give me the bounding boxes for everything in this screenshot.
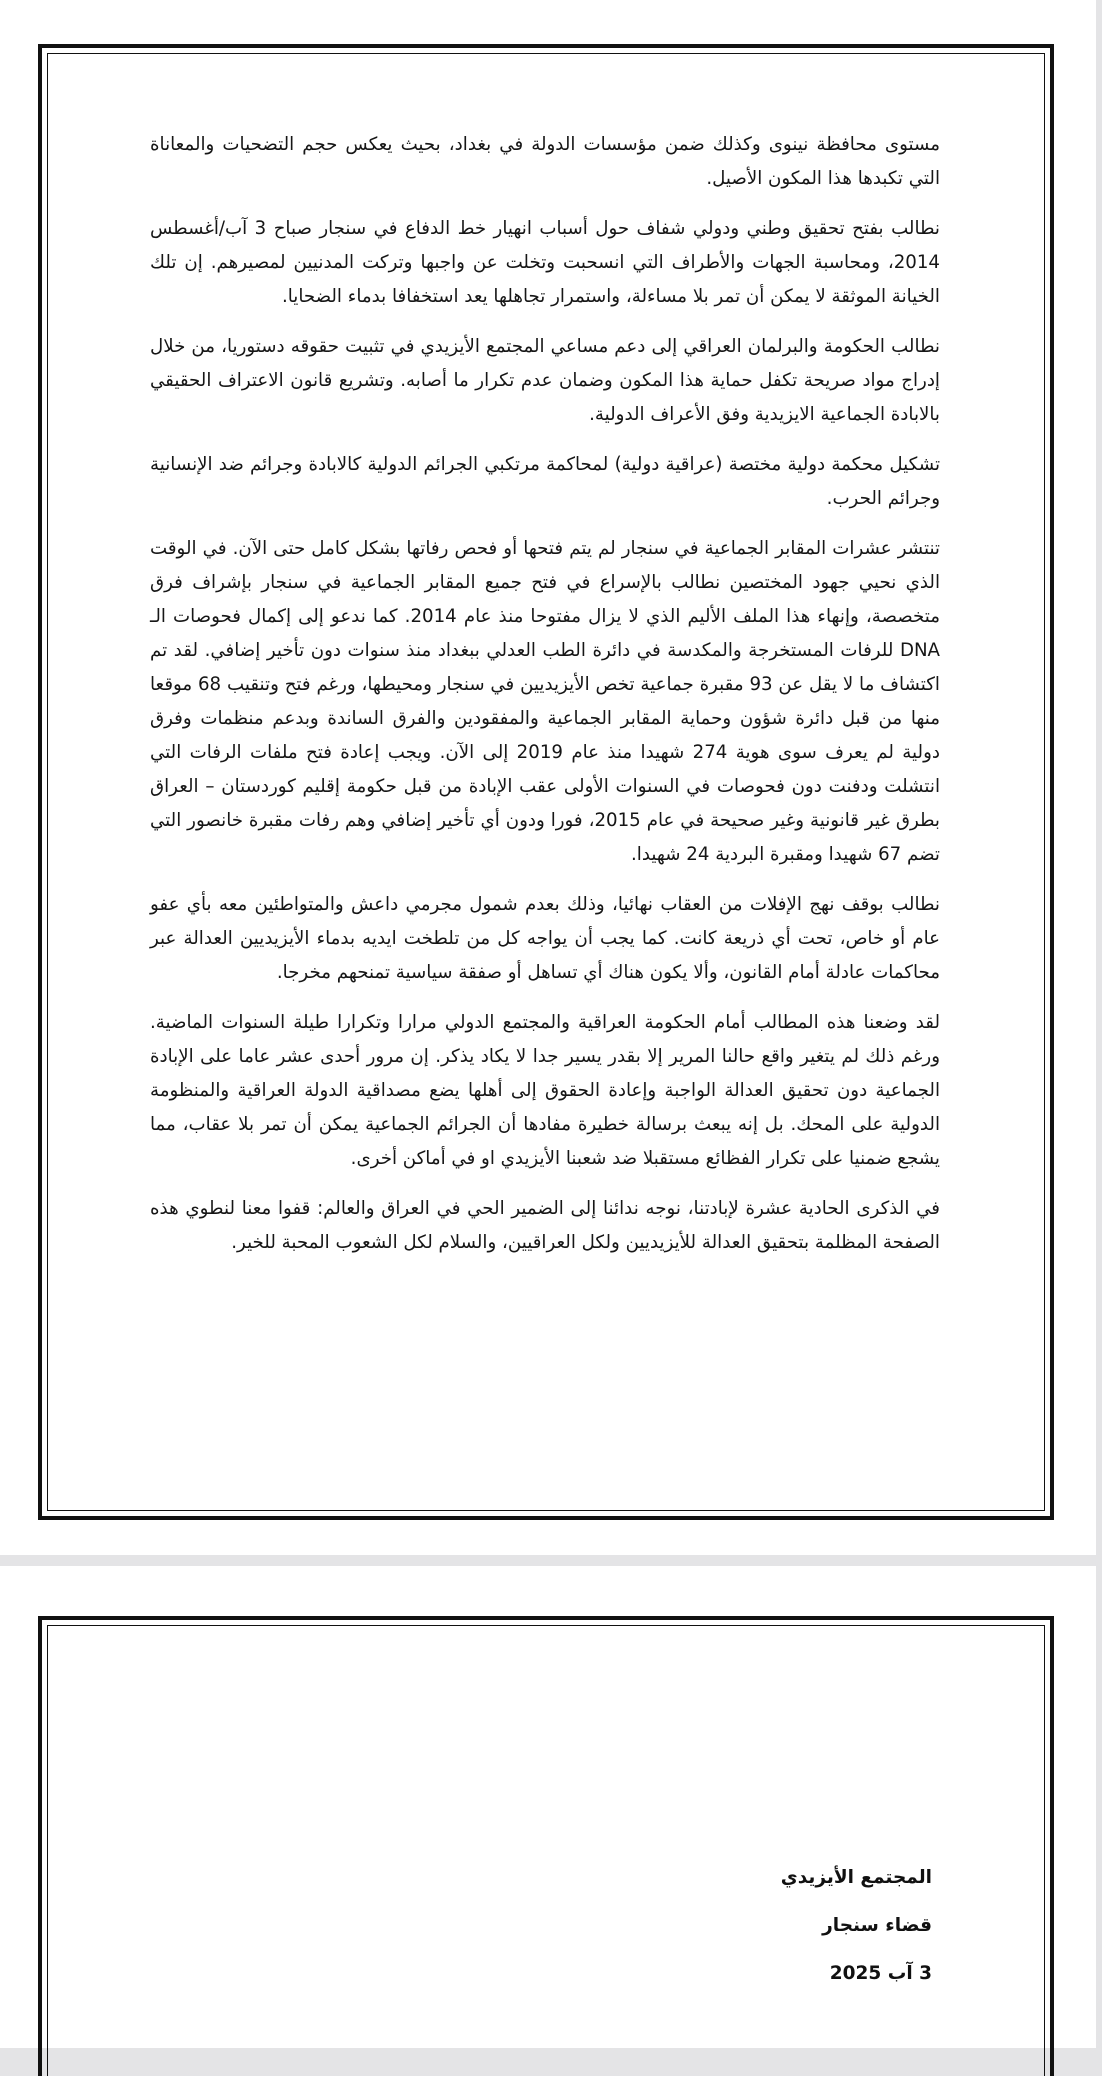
body-text: [150, 128, 940, 1276]
paragraph: لقد وضعنا هذه المطالب أمام الحكومة العراقية والمجتمع الدولي مرارا وتكرارا طيلة السنوات الماضية. ورغم ذلك لم يتغير واقع حالنا المرير إلا بقدر يسير جدا لا يكاد يذكر. إن مرور أحدى عشر عاما على الإبادة الجماعية دون تحقيق العدالة الواجبة وإعادة الحقوق إلى أهلها يضع مصداقية الدولة العراقية والمنظومة الدولية على المحك. بل إنه يبعث برسالة خطيرة مفادها أن الجرائم الجماعية يمكن أن تمر بلا عقاب، مما يشجع ضمنيا على تكرار الفظائع مستقبلا ضد شعبنا الأيزيدي او في أماكن أخرى.: [150, 1012, 940, 1169]
paragraph: تشكيل محكمة دولية مختصة (عراقية دولية) لمحاكمة مرتكبي الجرائم الدولية كالابادة وجرائم ضد الإنسانية وجرائم الحرب.: [150, 454, 940, 509]
paragraph: تنتشر عشرات المقابر الجماعية في سنجار لم يتم فتحها أو فحص رفاتها بشكل كامل حتى الآن. في الوقت الذي نحيي جهود المختصين نطالب بالإسراع في فتح جميع المقابر الجماعية في سنجار بإشراف فرق متخصصة، وإنهاء هذا الملف الأليم الذي لا يزال مفتوحا منذ عام 2014. كما ندعو إلى إكمال فحوصات الـ DNA للرفات المستخرجة والمكدسة في دائرة الطب العدلي ببغداد منذ سنوات دون تأخير إضافي. لقد تم اكتشاف ما لا يقل عن 93 مقبرة جماعية تخص الأيزيديين في سنجار ومحيطها، ورغم فتح وتنقيب 68 موقعا منها من قبل دائرة شؤون وحماية المقابر الجماعية والمفقودين والفرق الساندة وبدعم منظمات وفرق دولية لم يعرف سوى هوية 274 شهيدا منذ عام 2019 إلى الآن. ويجب إعادة فتح ملفات الرفات التي انتشلت ودفنت دون فحوصات في السنوات الأولى عقب الإبادة من قبل حكومة إقليم كوردستان – العراق بطرق غير قانونية وغير صحيحة في عام 2015، فورا ودون أي تأخير إضافي وهم رفات مقبرة خانصور التي تضم 67 شهيدا ومقبرة البردية 24 شهيدا.: [150, 538, 940, 865]
document-page-2: [0, 1566, 1096, 2048]
paragraph: في الذكرى الحادية عشرة لإبادتنا، نوجه ندائنا إلى الضمير الحي في العراق والعالم: قفوا معنا لنطوي هذه الصفحة المظلمة بتحقيق العدالة للأيزيديين ولكل العراقيين، والسلام لكل الشعوب المحبة للخير.: [150, 1198, 940, 1253]
paragraph: نطالب بوقف نهج الإفلات من العقاب نهائيا، وذلك بعدم شمول مجرمي داعش والمتواطئين معه بأي عفو عام أو خاص، تحت أي ذريعة كانت. كما يجب أن يواجه كل من تلطخت ايديه بدماء الأيزيديين العدالة عبر محاكمات عادلة أمام القانون، وألا يكون هناك أي تساهل أو صفقة سياسية تمنحهم مخرجا.: [150, 894, 940, 983]
viewer-scroll-gutter: [1096, 0, 1102, 2048]
paragraph: مستوى محافظة نينوى وكذلك ضمن مؤسسات الدولة في بغداد، بحيث يعكس حجم التضحيات والمعاناة التي تكبدها هذا المكون الأصيل.: [150, 134, 940, 189]
signature-date: 3 آب 2025: [829, 1963, 932, 1984]
page-border-inner: [47, 1625, 1045, 2076]
signature-organization: المجتمع الأيزيدي: [780, 1867, 932, 1888]
paragraph: نطالب بفتح تحقيق وطني ودولي شفاف حول أسباب انهيار خط الدفاع في سنجار صباح 3 آب/أغسطس 2014، ومحاسبة الجهات والأطراف التي انسحبت وتخلت عن واجبها وتركت المدنيين لمصيرهم. إن تلك الخيانة الموثقة لا يمكن أن تمر بلا مساءلة، واستمرار تجاهلها يعد استخفافا بدماء الضحايا.: [150, 218, 940, 307]
signature-block: [781, 1854, 932, 1998]
paragraph: نطالب الحكومة والبرلمان العراقي إلى دعم مساعي المجتمع الأيزيدي في تثبيت حقوقه دستوريا، من خلال إدراج مواد صريحة تكفل حماية هذا المكون وضمان عدم تكرار ما أصابه. وتشريع قانون الاعتراف الحقيقي بالابادة الجماعية الايزيدية وفق الأعراف الدولية.: [150, 336, 940, 425]
signature-district: قضاء سنجار: [822, 1915, 932, 1936]
